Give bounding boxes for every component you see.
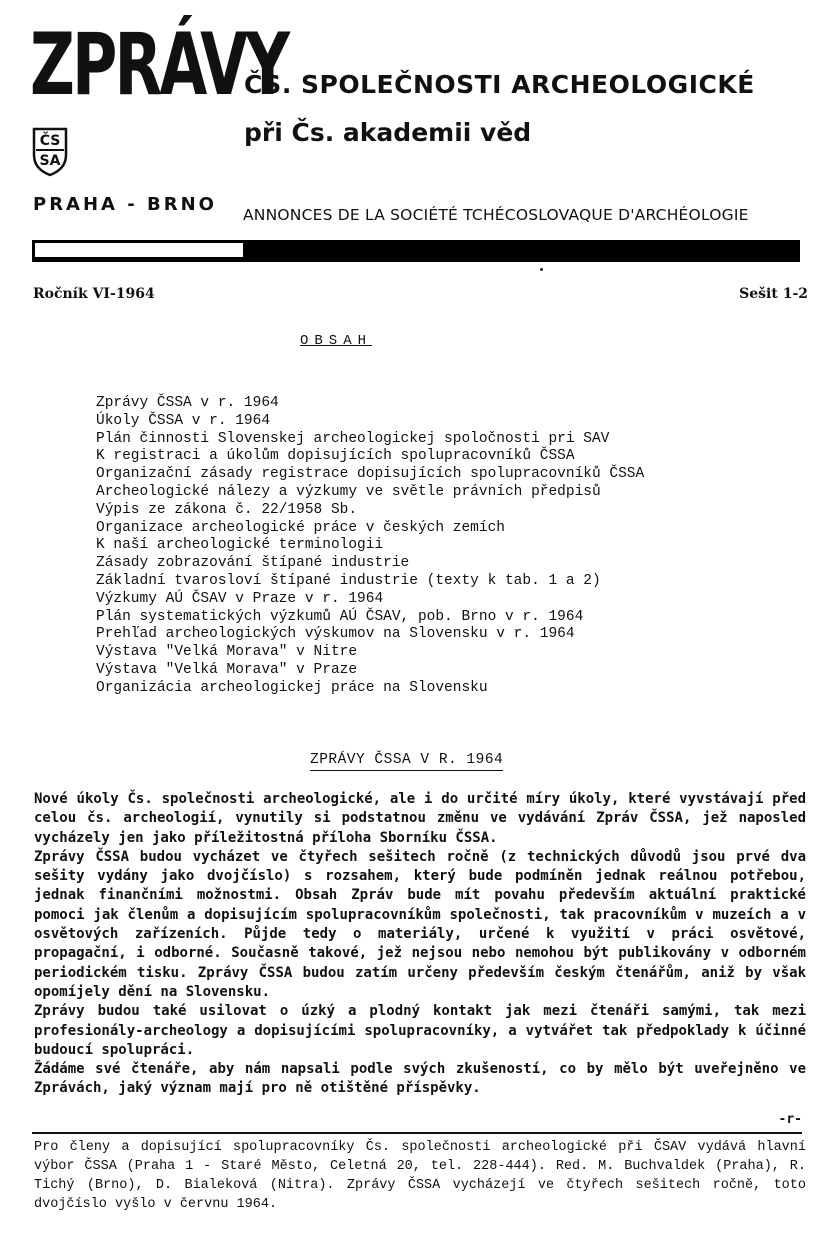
masthead-bar [32,240,800,262]
cities: PRAHA - BRNO [33,194,217,215]
toc-item: Archeologické nálezy a výzkumy ve světle právních předpisů [96,483,601,500]
article-heading: ZPRÁVY ČSSA V R. 1964 [310,752,503,771]
french-title: ANNONCES DE LA SOCIÉTÉ TCHÉCOSLOVAQUE D'ARCHÉOLOGIE [243,206,749,224]
toc-item: Základní tvarosloví štípané industrie (texty k tab. 1 a 2) [96,572,601,589]
article-paragraph: Nové úkoly Čs. společnosti archeologické, ale i do určité míry úkoly, které vyvstávají před celou čs. archeologií, vynutily si podstatnou změnu ve vydávání Zpráv ČSSA, jež naposled vycházely jen jako příležitostná příloha Sborníku ČSSA. [34,791,806,846]
emblem-top-letters: ČS [39,133,61,149]
toc-item: Prehľad archeologických výskumov na Slovensku v r. 1964 [96,626,575,643]
issue-label: Sešit 1-2 [739,286,808,302]
footer-rule [32,1132,802,1134]
article-paragraph: Zprávy ČSSA budou vycházet ve čtyřech sešitech ročně (z technických důvodů jsou prvé dva sešity vydány jako dvojčíslo) s rozsahem, který bude podmíněn jednak reálnou potřebou, jednak finančními možnostmi. Obsah Zpráv bude mít povahu především aktuální praktické pomoci jak členům a dopisujícím spolupracovníkům společnosti, tak pracovníkům v muzeích a v osvětových zařízeních. Půjde tedy o materiály, určené k využití v práci osvětové, propagační, i odborné. Současně takové, jež nejsou nebo nemohou být publikovány v odborném periodickém tisku. Zprávy ČSSA budou zatím určeny především českým čtenářům, aniž by však opomíjely dění na Slovensku. [34,848,806,1000]
volume-label: Ročník VI-1964 [33,286,155,302]
toc-item: Výstava "Velká Morava" v Praze [96,661,358,678]
toc-item: Úkoly ČSSA v r. 1964 [96,412,271,429]
article-signature: -r- [778,1112,802,1127]
toc-item: Výstava "Velká Morava" v Nitre [96,644,358,661]
toc-item: Plán systematických výzkumů AÚ ČSAV, pob. Brno v r. 1964 [96,608,584,625]
toc-item: Organizační zásady registrace dopisujících spolupracovníků ČSSA [96,466,645,483]
colophon-text: Pro členy a dopisující spolupracovníky Čs. společnosti archeologické při ČSAV vydává hlavní výbor ČSSA (Praha 1 - Staré Město, Celetná 20, tel. 228-444). Red. M. Buchvaldek (Praha), R. Tichý (Brno), D. Bialeková (Nitra). Zprávy ČSSA vycházejí ve čtyřech sešitech ročně, toto dvojčíslo vyšlo v červnu 1964. [34,1140,806,1212]
academy-line: při Čs. akademii věd [244,118,532,147]
society-name: ČS. SPOLEČNOSTI ARCHEOLOGICKÉ [244,70,755,99]
toc-item: Plán činnosti Slovenskej archeologickej spoločnosti pri SAV [96,430,610,447]
toc-item: K registraci a úkolům dopisujících spolupracovníků ČSSA [96,448,575,465]
article-body [34,790,806,1099]
article-paragraph: Zprávy budou také usilovat o úzký a plodný kontakt jak mezi čtenáři samými, tak mezi profesionály-archeology a dopisujícími spolupracovníky, a vytvářet tak předpoklady k účinné budoucí spolupráci. [34,1003,806,1058]
emblem-bottom-letters: SA [39,153,61,169]
toc-item: Organizace archeologické práce v českých zemích [96,519,505,536]
toc-list [96,395,644,698]
toc-heading: OBSAH [300,333,373,349]
masthead-title: ZPRÁVY [30,15,288,115]
toc-item: K naší archeologické terminologii [96,537,384,554]
toc-item: Zprávy ČSSA v r. 1964 [96,395,279,411]
toc-item: Výpis ze zákona č. 22/1958 Sb. [96,501,358,518]
speck [540,268,543,271]
society-emblem-icon [30,125,70,177]
toc-item: Výzkumy AÚ ČSAV v Praze v r. 1964 [96,590,384,607]
masthead-bar-inset [35,243,243,257]
article-paragraph: Žádáme své čtenáře, aby nám napsali podle svých zkušeností, co by mělo být uveřejněno ve Zprávách, jaký význam mají pro ně otištěné příspěvky. [34,1061,806,1097]
toc-item: Zásady zobrazování štípané industrie [96,555,410,572]
toc-item: Organizácia archeologickej práce na Slovensku [96,679,488,696]
